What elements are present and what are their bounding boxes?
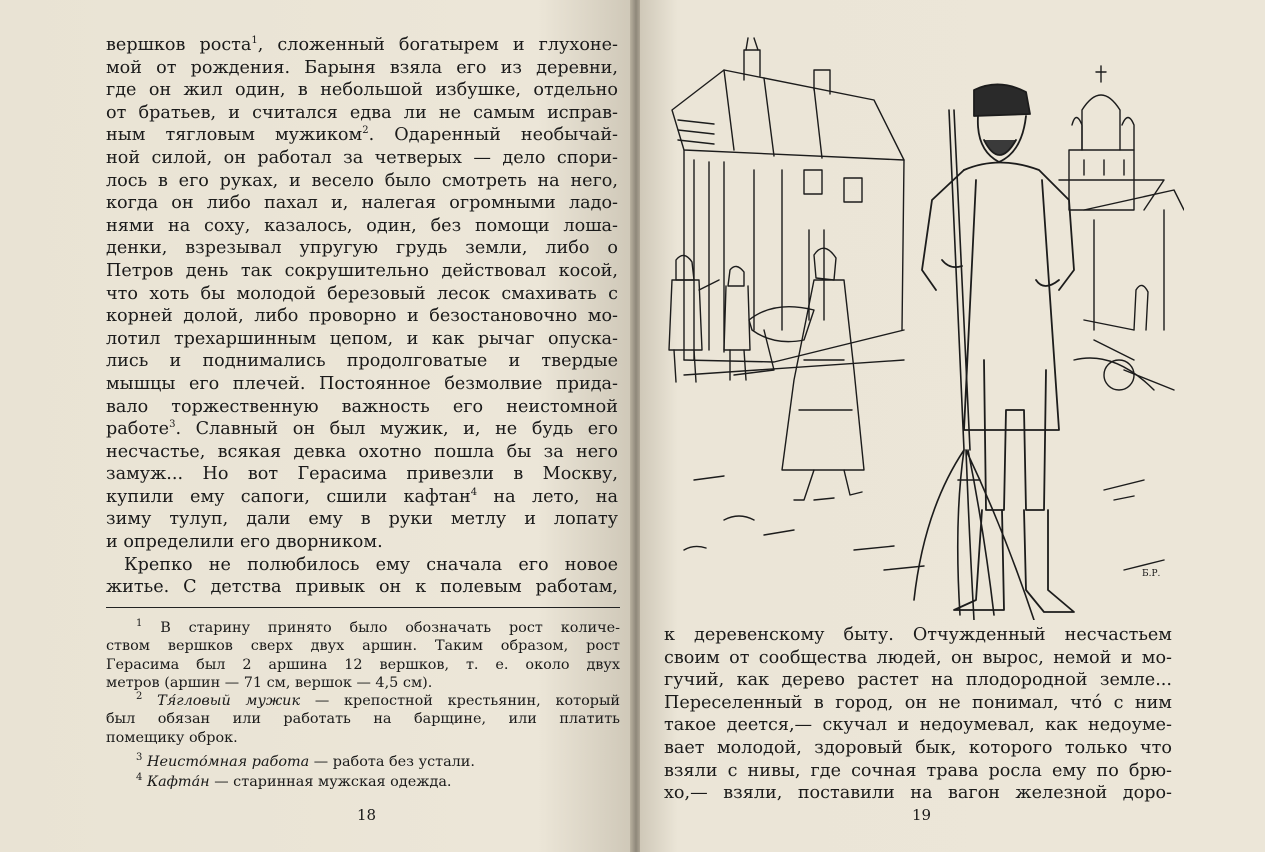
footnote-term: Кафта́н (146, 774, 210, 790)
footnote-4 (106, 773, 620, 791)
text-line: нями на соху, казалось, один, без помощи лоша- (106, 215, 618, 236)
ground-drawing (684, 476, 1164, 570)
footnote-line: $^4$ Кафта́н — старинная мужская одежда. (136, 772, 452, 790)
footnote-mark: 3 (169, 419, 176, 431)
footnote-term: Тя́гловый мужик (157, 693, 301, 709)
footnote-2 (106, 692, 620, 747)
footnote-mark: 4 (470, 487, 478, 499)
text-line: мой от рождения. Барыня взяла его из деревни, (106, 57, 618, 78)
text-line: такое деется,— скучал и недоумевал, как недоуме- (664, 715, 1172, 736)
man-figure (922, 84, 1074, 612)
left-body-text (106, 34, 618, 599)
footnote-line: метров (аршин — 71 см, вершок — 4,5 см). (106, 675, 433, 692)
footnote-line: $^2$ Тя́гловый мужик — крепостной крестьянин, который (136, 691, 620, 709)
text-line: лотил трехаршинным цепом, и как рычаг опуска- (106, 328, 618, 349)
text-line: своим от сообщества людей, он вырос, немой и мо- (664, 647, 1172, 668)
footnote-line: Герасима был 2 аршина 12 вершков, т. е. около двух (106, 656, 620, 673)
footnote-line: ством вершков сверх двух аршин. Таким образом, рост (106, 638, 620, 655)
text-line: житье. С детства привык он к полевым работам, (106, 577, 618, 598)
text-line: купили ему сапоги, сшили кафтан$^4$ на лето, на (106, 486, 618, 507)
right-page (640, 0, 1265, 852)
footnote-divider (106, 607, 620, 608)
text-line: ным тягловым мужиком$^2$. Одаренный необычай- (106, 125, 619, 146)
text-line: вает молодой, здоровый бык, которого только что (664, 737, 1172, 758)
text-line: Крепко не полюбилось ему сначала его новое (124, 554, 618, 575)
footnote-mark: 1 (251, 35, 258, 47)
text-line: Петров день так сокрушительно действовал косой, (106, 260, 618, 281)
text-line: денки, взрезывал упругую грудь земли, либо о (106, 238, 618, 259)
footnote-line: помещику оброк. (106, 729, 238, 746)
page-number: 19 (912, 806, 932, 824)
footnote-mark: 2 (362, 125, 369, 137)
text-line: лись и поднимались продолговатые и твердые (106, 351, 618, 372)
footnote-term: Неисто́мная работа (146, 754, 310, 770)
footnote-line: был обязан или работать на барщине, или платить (106, 711, 620, 728)
text-line: от братьев, и считался едва ли не самым исправ- (106, 102, 618, 123)
text-line: к деревенскому быту. Отчужденный несчастьем (664, 625, 1172, 645)
page-number: 18 (357, 806, 377, 824)
text-line: замуж... Но вот Герасима привезли в Москву, (106, 464, 618, 485)
footnote-1 (106, 619, 620, 693)
text-line: хо,— взяли, поставили на вагон железной доро- (664, 783, 1172, 804)
text-line: мышцы его плечей. Постоянное безмолвие прида- (106, 373, 618, 394)
right-body-text (664, 624, 1172, 805)
church-drawing (1059, 66, 1164, 210)
text-line: работе$^3$. Славный он был мужик, и, не будь его (106, 419, 618, 440)
text-line: Переселенный в город, он не понимал, что́ с ним (664, 692, 1172, 713)
text-line: ной силой, он работал за четверых — дело спори- (106, 147, 618, 168)
fence-drawing (1074, 190, 1184, 390)
footnote-line: $^1$ В старину принято было обозначать рост количе- (136, 618, 620, 636)
text-line: вало торжественную важность его неистомной (106, 396, 618, 417)
text-line: и определили его дворником. (106, 532, 383, 553)
text-line: где он жил один, в небольшой избушке, отдельно (106, 80, 618, 101)
woman-figure (749, 248, 864, 500)
text-line: корней долой, либо проворно и безостановочно мо- (106, 306, 618, 327)
text-line: несчастье, всякая девка охотно пошла бы за него (106, 441, 618, 462)
text-line: что хоть бы молодой березовый лесок смахивать с (106, 283, 618, 304)
footnote-3 (106, 753, 620, 771)
text-line: когда он либо пахал и, налегая огромными ладо- (106, 193, 618, 214)
building-drawing (672, 38, 904, 375)
text-line: вершков роста$^1$, сложенный богатырем и глухоне- (106, 35, 619, 55)
illustration (664, 30, 1184, 620)
broom-drawing (914, 110, 1034, 620)
text-line: гучий, как дерево растет на плодородной земле... (664, 670, 1172, 691)
text-line: лось в его руках, и весело было смотреть на него, (106, 170, 618, 191)
text-line: зиму тулуп, дали ему в руки метлу и лопату (106, 509, 618, 530)
footnote-line: $^3$ Неисто́мная работа — работа без устали. (136, 752, 475, 770)
text-line: взяли с нивы, где сочная трава росла ему по брю- (664, 760, 1172, 781)
illustration-signature: Б.Р. (1142, 569, 1161, 579)
left-page (0, 0, 632, 852)
